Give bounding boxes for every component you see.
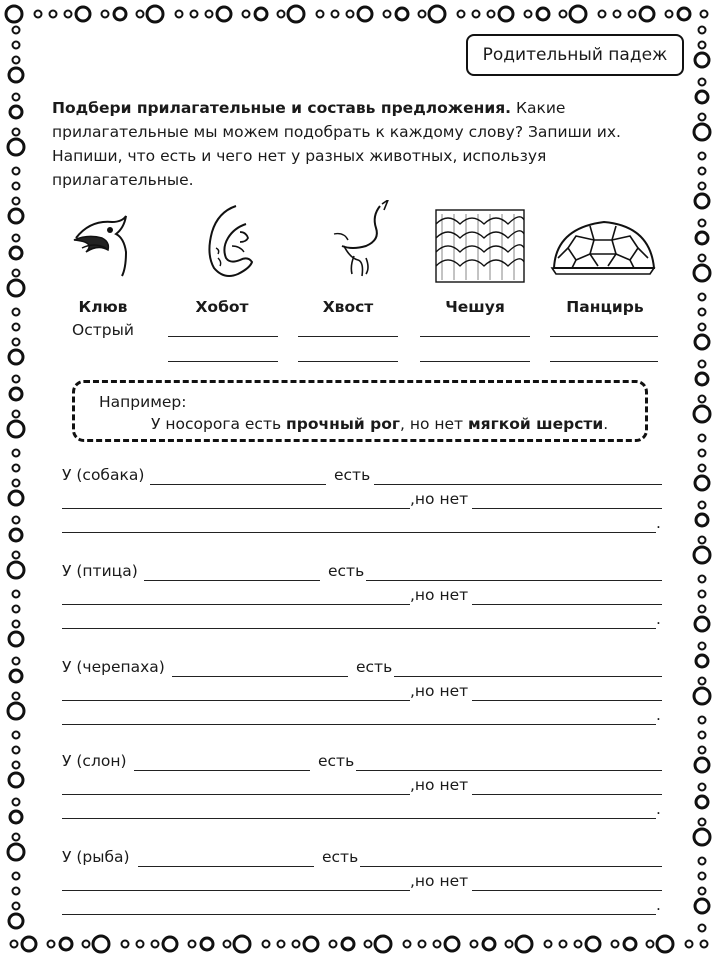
border-circle (695, 335, 709, 349)
border-circle (347, 11, 354, 18)
border-circle (137, 941, 144, 948)
border-circle (699, 79, 706, 86)
blank-line[interactable] (62, 914, 656, 915)
border-circle (694, 829, 710, 845)
border-circle (288, 6, 304, 22)
border-circle (699, 435, 706, 442)
border-circle (8, 703, 24, 719)
task-instruction (52, 96, 684, 192)
blank-line[interactable] (62, 700, 410, 701)
border-circle (10, 670, 22, 682)
border-circle (419, 11, 426, 18)
border-circle (375, 936, 391, 952)
border-circle (10, 388, 22, 400)
border-circle (13, 94, 20, 101)
blank-line[interactable] (62, 794, 410, 795)
blank-line[interactable] (150, 484, 326, 485)
border-circle (694, 688, 710, 704)
border-circle (217, 7, 231, 21)
border-circle (699, 465, 706, 472)
border-circle (699, 678, 706, 685)
border-circle (13, 183, 20, 190)
border-circle (278, 941, 285, 948)
border-circle (695, 476, 709, 490)
border-circle (191, 11, 198, 18)
border-circle (696, 373, 708, 385)
border-circle (404, 941, 411, 948)
border-circle (22, 937, 36, 951)
sentence-block (62, 562, 662, 634)
border-circle (384, 11, 391, 18)
border-circle (358, 7, 372, 21)
blank-line[interactable] (62, 508, 410, 509)
blank-line[interactable] (472, 890, 662, 891)
border-circle (137, 11, 144, 18)
border-circle (624, 938, 636, 950)
sentence-hasnt: ,но нет (410, 490, 469, 508)
blank-line[interactable] (356, 770, 662, 771)
border-circle (152, 941, 159, 948)
border-circle (13, 693, 20, 700)
animal-parts-pictures (0, 200, 720, 290)
border-circle (13, 552, 20, 559)
sentence-end: . (656, 896, 661, 914)
border-circle (599, 11, 606, 18)
border-circle (147, 6, 163, 22)
border-circle (8, 139, 24, 155)
border-circle (13, 732, 20, 739)
blank-line[interactable] (172, 676, 348, 677)
example-suffix: . (603, 415, 609, 433)
sentence-subject: У (черепаха) (62, 658, 165, 676)
border-circle (629, 11, 636, 18)
border-circle (50, 11, 57, 18)
border-circle (114, 8, 126, 20)
border-circle (13, 411, 20, 418)
answer-line[interactable] (168, 361, 278, 362)
sentence-block (62, 752, 662, 824)
border-circle (13, 57, 20, 64)
blank-line[interactable] (62, 818, 656, 819)
border-circle (586, 937, 600, 951)
border-circle (699, 784, 706, 791)
border-circle (9, 773, 23, 787)
sentence-subject: У (птица) (62, 562, 138, 580)
border-circle (13, 517, 20, 524)
border-circle (189, 941, 196, 948)
blank-line[interactable] (374, 484, 662, 485)
border-circle (699, 361, 706, 368)
blank-line[interactable] (62, 724, 656, 725)
border-circle (537, 8, 549, 20)
border-circle (304, 937, 318, 951)
border-circle (694, 547, 710, 563)
border-circle (13, 903, 20, 910)
border-circle (666, 11, 673, 18)
border-circle (332, 11, 339, 18)
border-circle (13, 799, 20, 806)
border-circle (612, 941, 619, 948)
blank-line[interactable] (472, 508, 662, 509)
border-circle (458, 11, 465, 18)
border-circle (13, 465, 20, 472)
border-circle (13, 376, 20, 383)
border-circle (330, 941, 337, 948)
border-circle (13, 339, 20, 346)
border-circle (11, 941, 18, 948)
border-circle (699, 591, 706, 598)
border-circle (695, 617, 709, 631)
blank-line[interactable] (366, 580, 662, 581)
example-label: Например: (99, 393, 187, 411)
blank-line[interactable] (144, 580, 320, 581)
border-circle (699, 153, 706, 160)
border-circle (8, 421, 24, 437)
sentence-has: есть (322, 848, 359, 866)
blank-line[interactable] (134, 770, 310, 771)
answer-line[interactable] (550, 336, 658, 337)
sentence-end: . (656, 514, 661, 532)
border-circle (13, 42, 20, 49)
border-circle (93, 936, 109, 952)
answer-beak-sharp: Острый (72, 321, 134, 339)
sentence-has: есть (356, 658, 393, 676)
border-circle (570, 6, 586, 22)
border-circle (488, 11, 495, 18)
border-circle (699, 396, 706, 403)
border-circle (699, 858, 706, 865)
sentence-has: есть (318, 752, 355, 770)
border-circle (516, 936, 532, 952)
border-circle (506, 941, 513, 948)
border-circle (694, 124, 710, 140)
border-circle (13, 834, 20, 841)
sentence-block (62, 658, 662, 730)
border-circle (48, 941, 55, 948)
border-circle (699, 42, 706, 49)
border-circle (122, 941, 129, 948)
border-circle (699, 747, 706, 754)
blank-line[interactable] (62, 532, 656, 533)
border-circle (696, 655, 708, 667)
border-circle (293, 941, 300, 948)
blank-line[interactable] (472, 700, 662, 701)
blank-line[interactable] (472, 794, 662, 795)
word-shell: Панцирь (566, 298, 644, 316)
border-circle (163, 937, 177, 951)
blank-line[interactable] (360, 866, 662, 867)
answer-line[interactable] (550, 361, 658, 362)
border-circle (696, 796, 708, 808)
border-circle (699, 324, 706, 331)
word-beak: Клюв (78, 298, 128, 316)
border-circle (6, 6, 22, 22)
sentence-end: . (656, 800, 661, 818)
border-circle (699, 732, 706, 739)
border-circle (35, 11, 42, 18)
trunk-icon (196, 202, 260, 282)
border-circle (699, 537, 706, 544)
border-circle (678, 8, 690, 20)
sentence-block (62, 848, 662, 920)
sentence-subject: У (рыба) (62, 848, 130, 866)
border-circle (10, 529, 22, 541)
border-circle (473, 11, 480, 18)
border-circle (695, 758, 709, 772)
word-scales: Чешуя (445, 298, 505, 316)
sentence-hasnt: ,но нет (410, 682, 469, 700)
border-circle (560, 941, 567, 948)
example-box (72, 380, 648, 442)
tail-icon (330, 200, 396, 282)
border-circle (640, 7, 654, 21)
beak-icon (68, 208, 134, 278)
border-circle (224, 941, 231, 948)
border-circle (699, 294, 706, 301)
border-circle (699, 168, 706, 175)
sentence-hasnt: ,но нет (410, 586, 469, 604)
border-circle (76, 7, 90, 21)
border-circle (243, 11, 250, 18)
sentence-hasnt: ,но нет (410, 872, 469, 890)
sentence-end: . (656, 610, 661, 628)
border-circle (699, 925, 706, 932)
word-tail: Хвост (322, 298, 374, 316)
answer-line[interactable] (298, 336, 398, 337)
border-circle (545, 941, 552, 948)
border-circle (695, 899, 709, 913)
border-circle (10, 106, 22, 118)
blank-line[interactable] (62, 890, 410, 891)
border-circle (255, 8, 267, 20)
border-circle (9, 68, 23, 82)
border-circle (201, 938, 213, 950)
border-circle (560, 11, 567, 18)
border-circle (695, 53, 709, 67)
border-circle (342, 938, 354, 950)
border-circle (13, 27, 20, 34)
border-circle (701, 941, 708, 948)
word-trunk: Хобот (195, 298, 249, 316)
page-title: Родительный падеж (466, 34, 684, 76)
border-circle (13, 591, 20, 598)
border-circle (13, 762, 20, 769)
border-circle (60, 938, 72, 950)
border-circle (499, 7, 513, 21)
scales-icon (432, 204, 528, 284)
border-circle (699, 643, 706, 650)
blank-line[interactable] (394, 676, 662, 677)
border-circle (13, 888, 20, 895)
border-circle (701, 11, 708, 18)
border-circle (9, 350, 23, 364)
border-circle (699, 873, 706, 880)
border-circle (396, 8, 408, 20)
border-circle (263, 941, 270, 948)
sentence-has: есть (334, 466, 371, 484)
sentence-subject: У (собака) (62, 466, 145, 484)
border-circle (65, 11, 72, 18)
border-circle (471, 941, 478, 948)
border-circle (699, 819, 706, 826)
blank-line[interactable] (138, 866, 314, 867)
border-circle (317, 11, 324, 18)
instruction-text: Какие прилагательные мы можем подобрать к каждому слову? Запиши их. Напиши, что есть и чего нет у разных животных, используя прилагательные. (52, 99, 621, 189)
sentence-has: есть (328, 562, 365, 580)
border-circle (575, 941, 582, 948)
border-circle (13, 621, 20, 628)
answer-line[interactable] (420, 336, 530, 337)
border-circle (699, 27, 706, 34)
border-circle (83, 941, 90, 948)
border-circle (699, 183, 706, 190)
border-circle (696, 91, 708, 103)
sentence-end: . (656, 706, 661, 724)
blank-line[interactable] (62, 628, 656, 629)
border-circle (13, 324, 20, 331)
border-circle (647, 941, 654, 948)
border-circle (176, 11, 183, 18)
border-circle (699, 888, 706, 895)
border-circle (8, 844, 24, 860)
blank-line[interactable] (62, 604, 410, 605)
border-circle (699, 576, 706, 583)
example-sentence (151, 415, 608, 433)
shell-icon (550, 214, 656, 276)
border-circle (13, 309, 20, 316)
border-circle (483, 938, 495, 950)
border-circle (686, 941, 693, 948)
border-circle (9, 491, 23, 505)
border-circle (13, 658, 20, 665)
border-circle (699, 717, 706, 724)
border-circle (278, 11, 285, 18)
sentence-hasnt: ,но нет (410, 776, 469, 794)
border-circle (657, 936, 673, 952)
example-prefix: У носорога есть (151, 415, 287, 433)
border-circle (13, 480, 20, 487)
example-bold-has: прочный рог (286, 415, 400, 433)
border-circle (9, 632, 23, 646)
border-circle (614, 11, 621, 18)
answer-line[interactable] (168, 336, 278, 337)
answer-line[interactable] (420, 361, 530, 362)
border-circle (699, 309, 706, 316)
border-circle (699, 502, 706, 509)
border-circle (699, 450, 706, 457)
border-circle (13, 747, 20, 754)
blank-line[interactable] (472, 604, 662, 605)
border-circle (419, 941, 426, 948)
instruction-heading: Подбери прилагательные и составь предложения. (52, 99, 512, 117)
border-circle (13, 873, 20, 880)
border-circle (13, 168, 20, 175)
answer-line[interactable] (298, 361, 398, 362)
border-circle (434, 941, 441, 948)
border-circle (694, 406, 710, 422)
border-circle (525, 11, 532, 18)
border-circle (102, 11, 109, 18)
border-circle (699, 606, 706, 613)
border-circle (699, 114, 706, 121)
border-circle (429, 6, 445, 22)
border-circle (9, 914, 23, 928)
example-bold-hasnt: мягкой шерсти (468, 415, 604, 433)
border-circle (8, 562, 24, 578)
border-circle (13, 606, 20, 613)
example-middle: , но нет (399, 415, 468, 433)
border-circle (696, 514, 708, 526)
border-circle (10, 811, 22, 823)
border-circle (365, 941, 372, 948)
border-circle (234, 936, 250, 952)
sentence-subject: У (слон) (62, 752, 127, 770)
border-circle (13, 450, 20, 457)
border-circle (13, 129, 20, 136)
sentence-block (62, 466, 662, 538)
border-circle (445, 937, 459, 951)
border-circle (206, 11, 213, 18)
